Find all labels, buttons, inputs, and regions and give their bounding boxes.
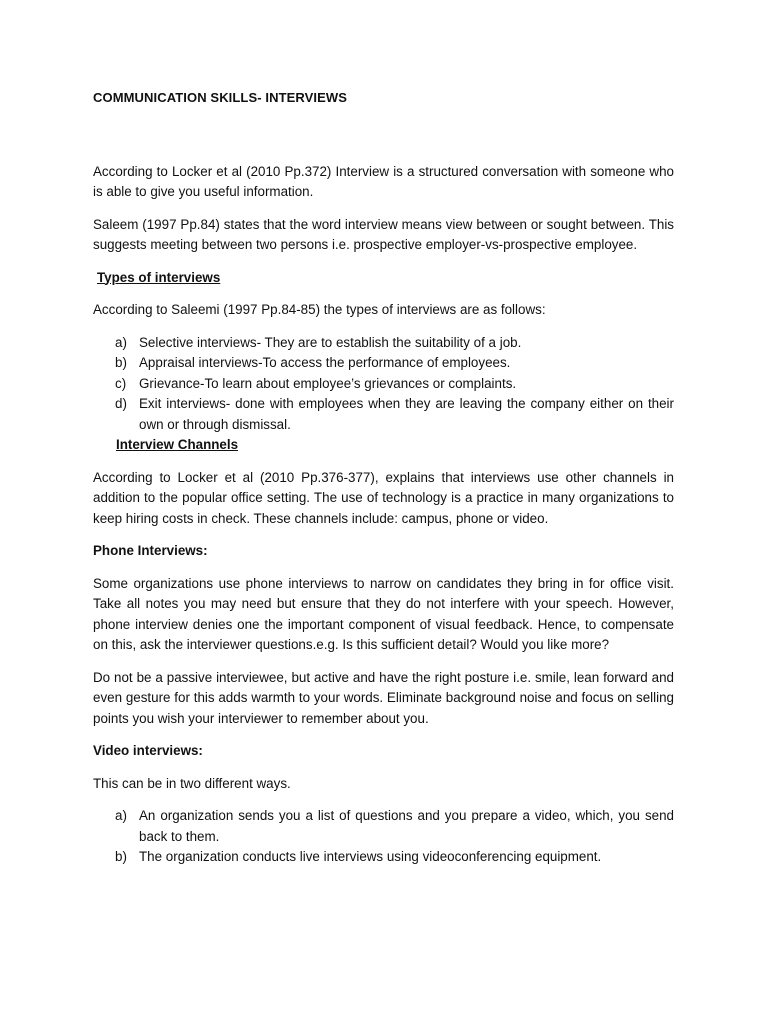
video-heading: Video interviews: [93, 743, 203, 758]
list-item [93, 806, 674, 847]
list-marker: a) [115, 808, 127, 823]
phone-paragraph-2: Do not be a passive interviewee, but active and have the right posture i.e. smile, lean forward and even gesture for this adds warmth to your words. Eliminate background noise and focus on selling points you wish your interviewer to remember about you. [93, 669, 674, 726]
channels-heading: Interview Channels [116, 437, 239, 452]
video-list [93, 806, 674, 868]
list-item [93, 333, 674, 354]
types-list [93, 333, 674, 436]
list-item-text: The organization conducts live interviews using videoconferencing equipment. [139, 849, 602, 864]
list-item [93, 374, 674, 395]
list-item [93, 353, 674, 374]
list-item-text: Grievance-To learn about employee’s grievances or complaints. [139, 375, 517, 391]
list-marker: b) [115, 849, 127, 864]
intro-paragraph-1: According to Locker et al (2010 Pp.372) Interview is a structured conversation with someone who is able to give you useful information. [93, 163, 674, 199]
phone-heading: Phone Interviews: [93, 543, 208, 558]
video-intro: This can be in two different ways. [93, 775, 291, 791]
list-item [93, 394, 674, 435]
types-heading: Types of interviews [97, 269, 221, 285]
list-marker: a) [115, 334, 127, 350]
list-marker: d) [115, 396, 127, 411]
intro-paragraph-2: Saleem (1997 Pp.84) states that the word interview means view between or sought between. This suggests meeting between two persons i.e. prospective employer-vs-prospective employee. [93, 216, 674, 252]
document-page [93, 88, 674, 868]
channels-paragraph: According to Locker et al (2010 Pp.376-377), explains that interviews use other channels in addition to the popular office setting. The use of technology is a practice in many organizations to keep hiring costs in check. These channels include: campus, phone or video. [93, 469, 674, 526]
list-item-text: Appraisal interviews-To access the performance of employees. [139, 355, 511, 370]
list-item [93, 847, 674, 868]
document-title: COMMUNICATION SKILLS- INTERVIEWS [93, 90, 348, 105]
list-item-text: Exit interviews- done with employees when they are leaving the company either on their own or through dismissal. [139, 396, 674, 432]
list-marker: b) [115, 355, 127, 370]
types-intro: According to Saleemi (1997 Pp.84-85) the types of interviews are as follows: [93, 302, 546, 317]
list-marker: c) [115, 375, 127, 391]
list-item-text: An organization sends you a list of questions and you prepare a video, which, you send back to them. [139, 808, 674, 844]
list-item-text: Selective interviews- They are to establish the suitability of a job. [139, 334, 522, 350]
phone-paragraph-1: Some organizations use phone interviews to narrow on candidates they bring in for office visit. Take all notes you may need but ensure that they do not interfere with your speech. However, phone interview denies one the important component of visual feedback. Hence, to compensate on this, ask the interviewer questions.e.g. Is this sufficient detail? Would you like more? [93, 575, 674, 652]
